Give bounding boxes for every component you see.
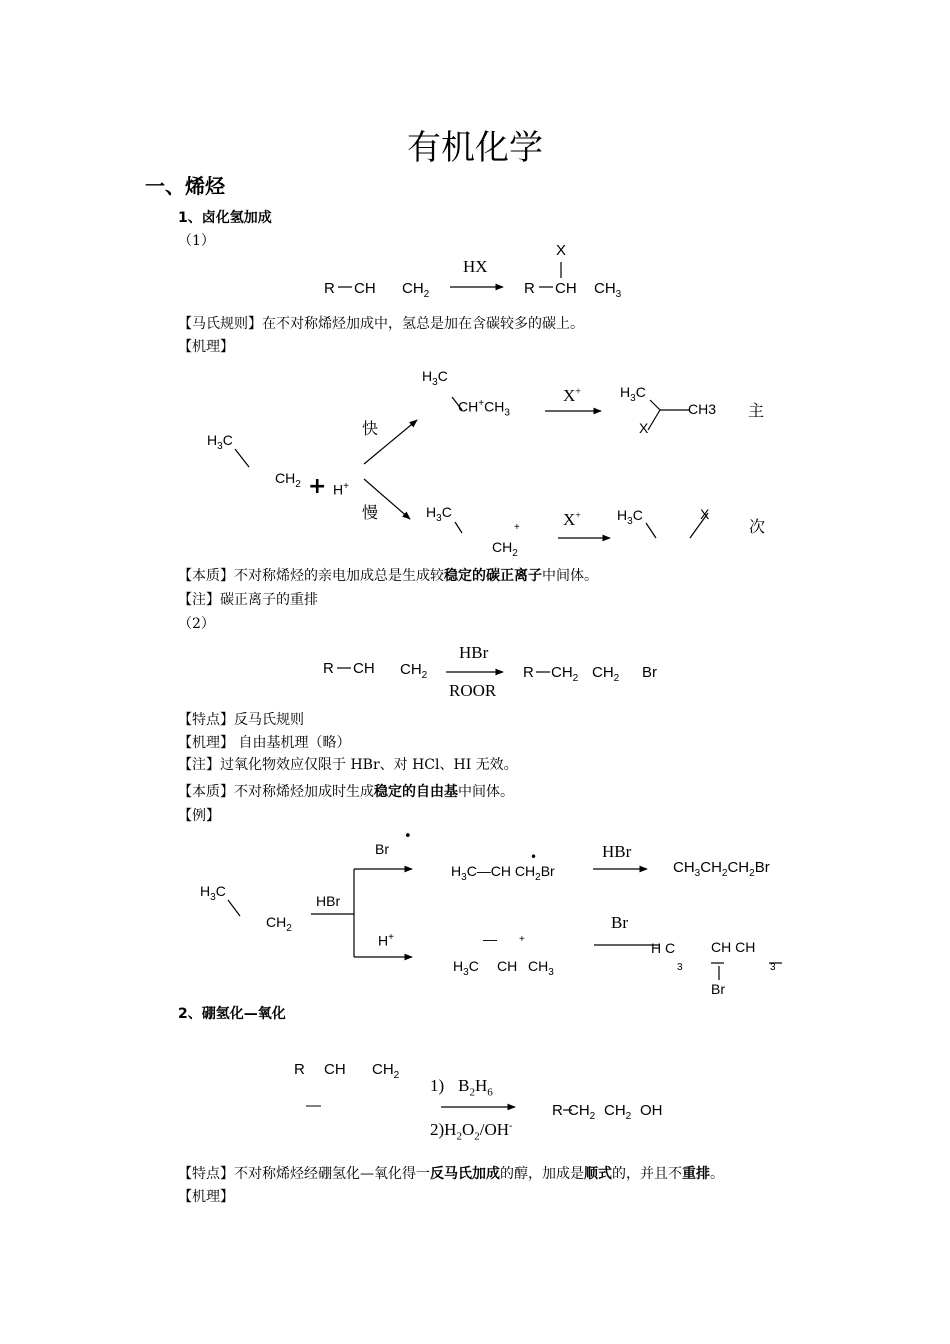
- mech-top-product-h3c: $H_3C$: [620, 384, 646, 404]
- rxn2-product-r: R: [523, 664, 534, 681]
- page-title: 有机化学: [407, 128, 543, 168]
- ex-bottom-product-sub2: 3: [770, 962, 776, 973]
- ex-bottom-product-chch: CH CH: [711, 939, 756, 955]
- markovnikov-rule: 【马氏规则】在不对称烯烃加成中，氢总是加在含碳较多的碳上。: [178, 316, 584, 332]
- feature-hydroboration: 【特点】不对称烯烃经硼氢化—氧化得一反马氏加成的醇，加成是顺式的，并且不重排。: [178, 1166, 724, 1182]
- mech-top-h3c: $H_3C$: [422, 368, 448, 388]
- ex-hbr: HBr: [316, 893, 341, 909]
- mech-slow-arrow: [364, 479, 410, 519]
- part-label-1: （1）: [178, 233, 215, 249]
- subsection-heading-hydroboration: 2、硼氢化—氧化: [178, 1006, 286, 1022]
- rxn3-step1: 1) $B_2H_6$: [430, 1076, 493, 1099]
- section-heading-alkenes: 一、烯烃: [145, 174, 225, 198]
- mech-bottom-product-h3c: $H_3C$: [617, 507, 643, 527]
- rxn1-product-ch: CH: [555, 280, 577, 297]
- rxn2-reactant-ch2: $CH_2$: [400, 661, 428, 681]
- rxn1-reactant-ch2: $CH_2$: [402, 280, 430, 300]
- mech-bottom-h3c: $H_3C$: [426, 504, 452, 524]
- mech-minor-label: 次: [749, 517, 766, 536]
- ex-bottom-dash: —: [483, 931, 497, 947]
- ex-start-bond: [228, 900, 240, 916]
- rxn3-step2: $2)H_2O_2/OH^-$: [430, 1120, 513, 1143]
- rxn3-product-r: R: [552, 1102, 563, 1119]
- rxn2-reactant-r: R: [323, 660, 334, 677]
- ex-bottom-ch3: $CH_3$: [528, 958, 554, 978]
- mech-start-bond: [235, 449, 249, 467]
- ex-bottom-product-br: Br: [711, 981, 725, 997]
- ex-top-intermediate: $H_3C—CH$ $CH_2Br$: [451, 863, 555, 883]
- ex-ch2: $CH_2$: [266, 914, 292, 934]
- rxn3-product-ch2a: $CH_2$: [568, 1102, 596, 1122]
- ex-bottom-ch: CH: [497, 958, 518, 974]
- rxn3-reactant-ch: CH: [324, 1061, 346, 1078]
- mech-top-carbocation: $CH^+CH_3$: [458, 398, 510, 419]
- mech-start-ch2: $CH_2$: [275, 470, 301, 490]
- rxn3-product-ch2b: $CH_2$: [604, 1102, 632, 1122]
- mech-fast-arrow: [364, 420, 417, 464]
- rxn2-reagent-roor: ROOR: [449, 681, 497, 700]
- mech-slow-label: 慢: [362, 503, 379, 522]
- mech-top-product-bond3: [648, 410, 660, 430]
- part-label-2: （2）: [178, 616, 215, 632]
- ex-top-reagent: HBr: [602, 842, 632, 861]
- mech-bottom-product-x: X: [700, 506, 710, 522]
- subsection-heading-hx-addition: 1、卤化氢加成: [178, 210, 272, 226]
- ex-bottom-reagent: Br: [611, 913, 628, 932]
- ex-top-intermediate-dot: •: [530, 850, 538, 864]
- mech-proton: H+: [333, 481, 349, 498]
- mech-major-label: 主: [748, 401, 765, 420]
- mech-bottom-product-bond1: [646, 523, 656, 538]
- mech-fast-label: 快: [362, 419, 379, 438]
- note-carbocation-rearrangement: 【注】碳正离子的重排: [178, 592, 318, 608]
- ex-bottom-product-hc: H C: [651, 940, 676, 956]
- rxn2-product-ch2a: $CH_2$: [551, 664, 579, 684]
- ex-bottom-product-sub1: 3: [677, 962, 683, 973]
- rxn2-reactant-ch: CH: [353, 660, 375, 677]
- mech-bottom-product-bond2: [690, 513, 708, 538]
- mech-start-h3c: $H_3C$: [207, 432, 233, 452]
- rxn1-reactant-r: R: [324, 280, 335, 297]
- ex-bottom-plus: +: [519, 934, 525, 945]
- rxn2-reagent-hbr: HBr: [459, 643, 489, 662]
- mech-bottom-plus: +: [514, 522, 520, 533]
- mech-bottom-ch2: $CH_2$: [492, 539, 518, 559]
- mech-bottom-reagent: X+: [563, 510, 581, 529]
- ex-bottom-h3c: $H_3C$: [453, 958, 479, 978]
- mech-plus-sign: +: [308, 474, 327, 499]
- mechanism-label-1: 【机理】: [178, 339, 234, 355]
- rxn1-product-ch3: $CH_3$: [594, 280, 622, 300]
- ex-br-radical: Br: [375, 841, 389, 857]
- ex-h3c: $H_3C$: [200, 883, 226, 903]
- mech-top-product-x: X: [639, 420, 649, 436]
- mechanism-free-radical: 【机理】 自由基机理（略）: [178, 735, 351, 751]
- rxn1-reactant-ch: CH: [354, 280, 376, 297]
- rxn1-product-r: R: [524, 280, 535, 297]
- mech-top-reagent: X+: [563, 386, 581, 405]
- rxn2-product-br: Br: [642, 664, 657, 681]
- feature-anti-markovnikov: 【特点】反马氏规则: [178, 712, 304, 728]
- rxn1-reagent: HX: [463, 257, 488, 276]
- mech-top-bond: [452, 397, 462, 410]
- rxn3-product-oh: OH: [640, 1102, 663, 1119]
- rxn3-reactant-r: R: [294, 1061, 305, 1078]
- rxn1-product-x: X: [556, 242, 567, 259]
- essence-statement-1: 【本质】不对称烯烃的亲电加成总是生成较稳定的碳正离子中间体。: [178, 568, 598, 584]
- rxn2-product-ch2b: $CH_2$: [592, 664, 620, 684]
- note-peroxide-effect: 【注】过氧化物效应仅限于 HBr、对 HCl、HI 无效。: [178, 757, 518, 773]
- mech-top-product-ch3: CH3: [688, 401, 717, 417]
- mech-top-product-bond1: [650, 400, 660, 410]
- mech-bottom-bond: [455, 522, 462, 533]
- rxn3-reactant-ch2: $CH_2$: [372, 1061, 400, 1081]
- example-label: 【例】: [178, 808, 220, 824]
- ex-radical-dot: •: [404, 829, 412, 844]
- mechanism-label-3: 【机理】: [178, 1189, 234, 1205]
- ex-proton: H+: [378, 932, 394, 949]
- rxn3-dash: —: [306, 1097, 321, 1114]
- ex-top-product: $CH_3CH_2CH_2Br$: [673, 859, 770, 879]
- essence-statement-2: 【本质】不对称烯烃加成时生成稳定的自由基中间体。: [178, 784, 514, 800]
